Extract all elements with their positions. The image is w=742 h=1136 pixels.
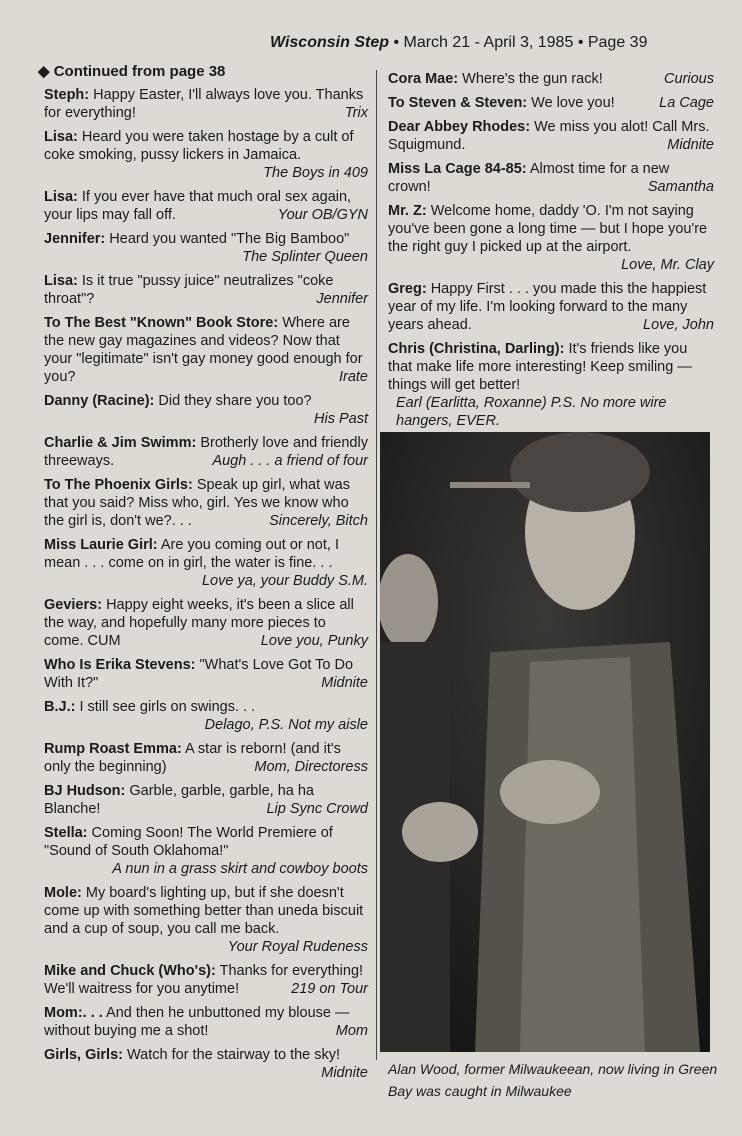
ad-recipient: BJ Hudson:	[44, 783, 126, 799]
personal-ad	[44, 656, 368, 692]
ad-signature: Augh . . . a friend of four	[212, 453, 368, 469]
photo	[380, 432, 710, 1052]
ad-recipient: Mr. Z:	[388, 203, 427, 219]
personal-ad	[44, 128, 368, 182]
ad-message: A star is reborn! (and it's only the beginning)	[44, 741, 341, 775]
ad-message: Happy Easter, I'll always love you. Thanks for everything!	[44, 87, 364, 121]
ad-message: It's friends like you that make life more interesting! Keep smiling — things will get better!	[388, 341, 692, 393]
personal-ad	[44, 392, 368, 428]
personal-ad	[44, 230, 368, 266]
personal-ad	[44, 434, 368, 470]
ad-recipient: Charlie & Jim Swimm:	[44, 435, 197, 451]
ad-message: We love you!	[531, 95, 615, 111]
personal-ad	[44, 272, 368, 308]
ad-recipient: Danny (Racine):	[44, 393, 155, 409]
ad-recipient: B.J.:	[44, 699, 76, 715]
continued-text: Continued from page 38	[53, 63, 226, 80]
ad-message: Happy First . . . you made this the happiest year of my life. I'm looking forward to the many years ahead.	[388, 281, 707, 333]
ad-signature: Midnite	[321, 675, 368, 691]
ad-message: Heard you wanted "The Big Bamboo"	[109, 231, 350, 247]
ad-message: Thanks for everything! We'll waitress for you anytime!	[44, 963, 364, 997]
ad-signature: Your OB/GYN	[277, 207, 368, 223]
ad-message: Watch for the stairway to the sky!	[127, 1047, 341, 1063]
personal-ad	[44, 476, 368, 530]
ad-signature: Lip Sync Crowd	[266, 801, 368, 817]
photo-image	[380, 432, 710, 1052]
ad-recipient: Who Is Erika Stevens:	[44, 657, 196, 673]
ad-recipient: Mom:. . .	[44, 1005, 103, 1021]
page-header: Wisconsin Step • March 21 - April 3, 1985 • Page 39	[270, 34, 648, 51]
personal-ad	[388, 70, 714, 88]
personal-ad	[44, 536, 368, 590]
personal-ad	[44, 314, 368, 386]
ad-signature: Love, John	[643, 317, 714, 333]
ad-recipient: Mole:	[44, 885, 82, 901]
ad-recipient: Miss Laurie Girl:	[44, 537, 158, 553]
ad-signature: 219 on Tour	[291, 981, 368, 997]
ad-recipient: Geviers:	[44, 597, 103, 613]
ad-message: We miss you alot! Call Mrs. Squigmund.	[388, 119, 710, 153]
personal-ad	[388, 160, 714, 196]
ad-message: Did they share you too?	[158, 393, 312, 409]
ad-message: Brotherly love and friendly threeways.	[44, 435, 368, 469]
photo-caption: Alan Wood, former Milwaukeean, now living in Green Bay was caught in Milwaukee	[388, 1061, 718, 1099]
ad-recipient: Girls, Girls:	[44, 1047, 123, 1063]
ad-signature: The Boys in 409	[263, 165, 368, 181]
personal-ad	[44, 740, 368, 776]
ad-message: My board's lighting up, but if she doesn't come up with something better than uneda biscuit and a cup of soup, you call me back.	[44, 885, 364, 937]
ad-message: Where's the gun rack!	[462, 71, 603, 87]
ad-message: Speak up girl, what was that you said? Miss who, girl. Yes we know who the girl is, don't we?. . .	[44, 477, 350, 529]
ad-message: And then he unbuttoned my blouse — without buying me a shot!	[44, 1005, 350, 1039]
ad-signature: Love, Mr. Clay	[621, 257, 714, 273]
ad-recipient: Rump Roast Emma:	[44, 741, 182, 757]
ad-signature: Samantha	[647, 179, 714, 195]
ad-signature: Curious	[664, 71, 714, 87]
personal-ad	[388, 280, 714, 334]
ad-message: Are you coming out or not, I mean . . . come on in girl, the water is fine. . .	[44, 537, 339, 571]
column-divider	[376, 70, 377, 1060]
ad-signature: Mom	[335, 1023, 368, 1039]
ad-signature: Earl (Earlitta, Roxanne) P.S. No more wire hangers, EVER.	[396, 395, 667, 429]
personal-ad	[388, 340, 714, 430]
ad-signature: Love ya, your Buddy S.M.	[201, 573, 368, 589]
issue-dates: March 21 - April 3, 1985	[403, 34, 574, 51]
personal-ad	[388, 118, 714, 154]
personal-ad	[44, 698, 368, 734]
arrow-icon: ◆	[38, 63, 50, 80]
ad-message: "What's Love Got To Do With It?"	[44, 657, 354, 691]
ad-recipient: Cora Mae:	[388, 71, 459, 87]
ad-message: Coming Soon! The World Premiere of "Sound of South Oklahoma!"	[44, 825, 333, 859]
ad-signature: Delago, P.S. Not my aisle	[204, 717, 368, 733]
page-number: Page 39	[587, 34, 648, 51]
ad-message: Welcome home, daddy 'O. I'm not saying you've been gone a long time — but I hope you're the right guy I picked up at the airport.	[388, 203, 708, 255]
right-column	[388, 70, 714, 436]
personal-ad	[44, 884, 368, 956]
ad-signature: Midnite	[321, 1065, 368, 1081]
ad-recipient: Lisa:	[44, 273, 78, 289]
ad-signature: His Past	[314, 411, 368, 427]
ad-signature: Jennifer	[316, 291, 368, 307]
ad-signature: Sincerely, Bitch	[269, 513, 368, 529]
ad-recipient: Dear Abbey Rhodes:	[388, 119, 531, 135]
ad-signature: Irate	[338, 369, 368, 385]
ad-recipient: Mike and Chuck (Who's):	[44, 963, 216, 979]
ad-signature: A nun in a grass skirt and cowboy boots	[112, 861, 368, 877]
ad-signature: Midnite	[667, 137, 714, 153]
ad-recipient: Lisa:	[44, 189, 78, 205]
personal-ad	[388, 94, 714, 112]
ad-recipient: To The Best "Known" Book Store:	[44, 315, 279, 331]
ad-recipient: To Steven & Steven:	[388, 95, 528, 111]
publication-name: Wisconsin Step	[270, 34, 389, 51]
ad-message: Where are the new gay magazines and videos? Now that your "legitimate" isn't gay money good enough for you?	[44, 315, 363, 385]
ad-signature: Mom, Directoress	[254, 759, 368, 775]
personal-ad	[44, 1046, 368, 1082]
ad-message: Almost time for a new crown!	[388, 161, 670, 195]
ad-recipient: Steph:	[44, 87, 90, 103]
ad-message: Is it true "pussy juice" neutralizes "coke throat"?	[44, 273, 334, 307]
personal-ad	[44, 824, 368, 878]
personal-ad	[44, 782, 368, 818]
personal-ad	[44, 962, 368, 998]
ad-recipient: Greg:	[388, 281, 427, 297]
ad-recipient: Jennifer:	[44, 231, 106, 247]
personal-ad	[44, 86, 368, 122]
ad-signature: Love you, Punky	[260, 633, 368, 649]
ad-recipient: Chris (Christina, Darling):	[388, 341, 565, 357]
ad-recipient: Lisa:	[44, 129, 78, 145]
ad-signature: The Splinter Queen	[242, 249, 368, 265]
left-column	[38, 62, 368, 1088]
personal-ad	[44, 596, 368, 650]
ad-recipient: Miss La Cage 84-85:	[388, 161, 527, 177]
personal-ad	[44, 1004, 368, 1040]
ad-message: Happy eight weeks, it's been a slice all the way, and hopefully many more pieces to come. CUM	[44, 597, 354, 649]
ad-signature: Trix	[344, 105, 368, 121]
personal-ad	[44, 188, 368, 224]
ad-message: Garble, garble, garble, ha ha Blanche!	[44, 783, 314, 817]
ad-signature: Your Royal Rudeness	[227, 939, 368, 955]
ad-message: If you ever have that much oral sex again, your lips may fall off.	[44, 189, 352, 223]
continued-note	[38, 62, 368, 80]
ad-recipient: Stella:	[44, 825, 88, 841]
ad-recipient: To The Phoenix Girls:	[44, 477, 193, 493]
personal-ad	[388, 202, 714, 274]
ad-message: I still see girls on swings. . .	[79, 699, 256, 715]
ad-signature: La Cage	[659, 95, 714, 111]
ad-message: Heard you were taken hostage by a cult of coke smoking, pussy lickers in Jamaica.	[44, 129, 354, 163]
